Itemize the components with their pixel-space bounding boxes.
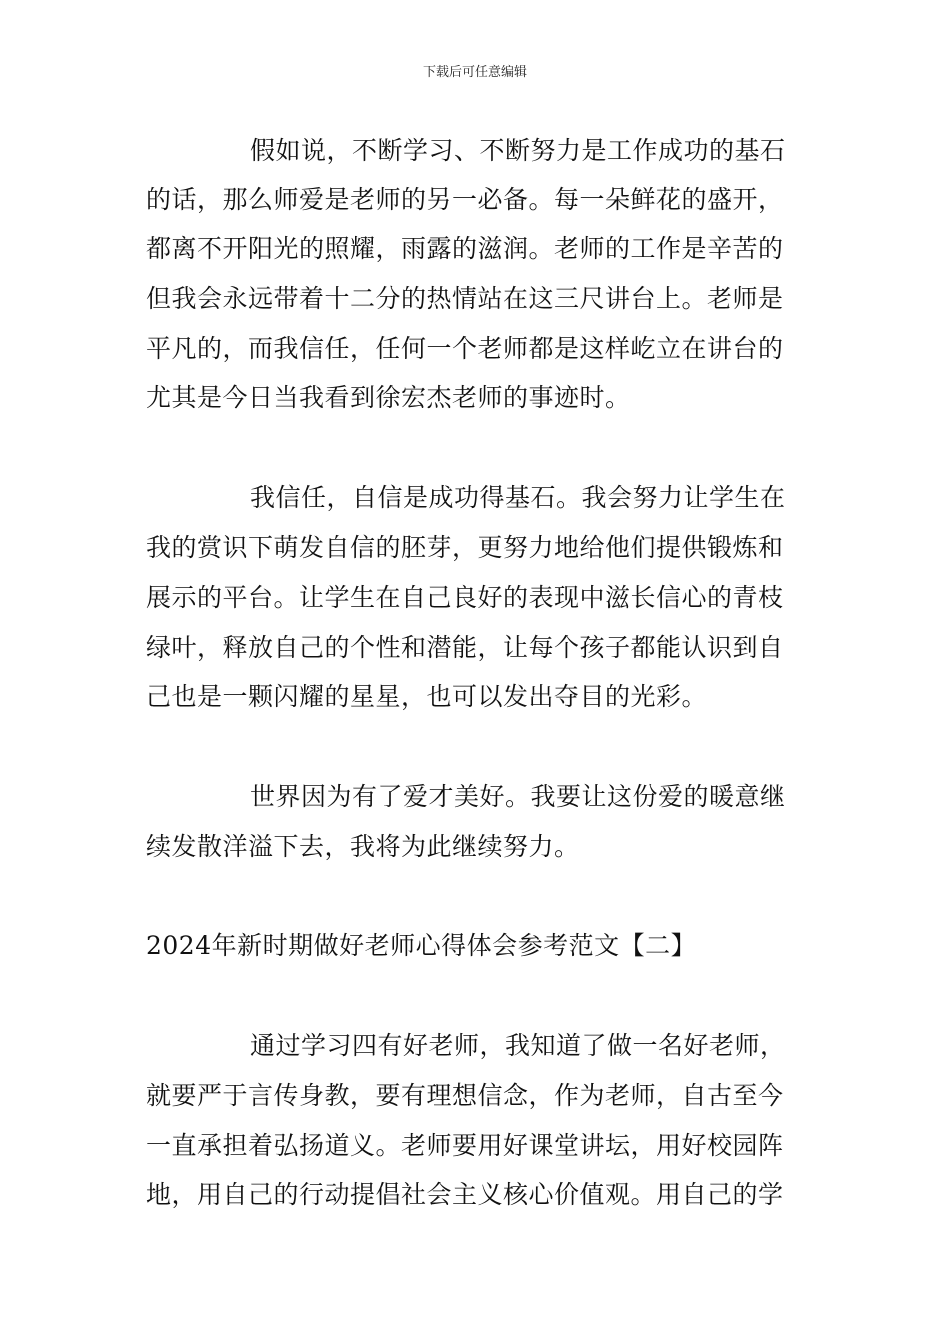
paragraph-2-line-5: 己也是一颗闪耀的星星，也可以发出夺目的光彩。 [146, 682, 708, 711]
paragraph-4-line-2: 就要严于言传身教，要有理想信念，作为老师，自古至今 [146, 1081, 784, 1110]
paragraph-4-line-3: 一直承担着弘扬道义。老师要用好课堂讲坛，用好校园阵 [146, 1131, 784, 1160]
page-header: 下载后可任意编辑 [422, 65, 527, 80]
paragraph-1-line-5: 平凡的，而我信任，任何一个老师都是这样屹立在讲台的 [146, 334, 784, 363]
paragraph-2-line-1: 我信任，自信是成功得基石。我会努力让学生在 [250, 483, 786, 512]
paragraph-2-line-2: 我的赏识下萌发自信的胚芽，更努力地给他们提供锻炼和 [146, 533, 784, 562]
paragraph-4-line-4: 地，用自己的行动提倡社会主义核心价值观。用自己的学 [146, 1180, 784, 1209]
paragraph-1-line-3: 都离不开阳光的照耀，雨露的滋润。老师的工作是辛苦的 [146, 234, 784, 263]
paragraph-1-line-2: 的话，那么师爱是老师的另一必备。每一朵鲜花的盛开， [146, 185, 784, 214]
paragraph-3-line-1: 世界因为有了爱才美好。我要让这份爱的暖意继 [250, 782, 786, 811]
paragraph-2-line-4: 绿叶，释放自己的个性和潜能，让每个孩子都能认识到自 [146, 633, 784, 662]
paragraph-3-line-2: 续发散洋溢下去，我将为此继续努力。 [146, 832, 580, 861]
paragraph-1-line-1: 假如说，不断学习、不断努力是工作成功的基石 [250, 136, 786, 165]
paragraph-1-line-4: 但我会永远带着十二分的热情站在这三尺讲台上。老师是 [146, 284, 784, 313]
paragraph-1-line-6: 尤其是今日当我看到徐宏杰老师的事迹时。 [146, 383, 631, 412]
section-heading: 2024年新时期做好老师心得体会参考范文【二】 [146, 931, 697, 960]
paragraph-2-line-3: 展示的平台。让学生在自己良好的表现中滋长信心的青枝 [146, 583, 784, 612]
paragraph-4-line-1: 通过学习四有好老师，我知道了做一名好老师， [250, 1031, 786, 1060]
